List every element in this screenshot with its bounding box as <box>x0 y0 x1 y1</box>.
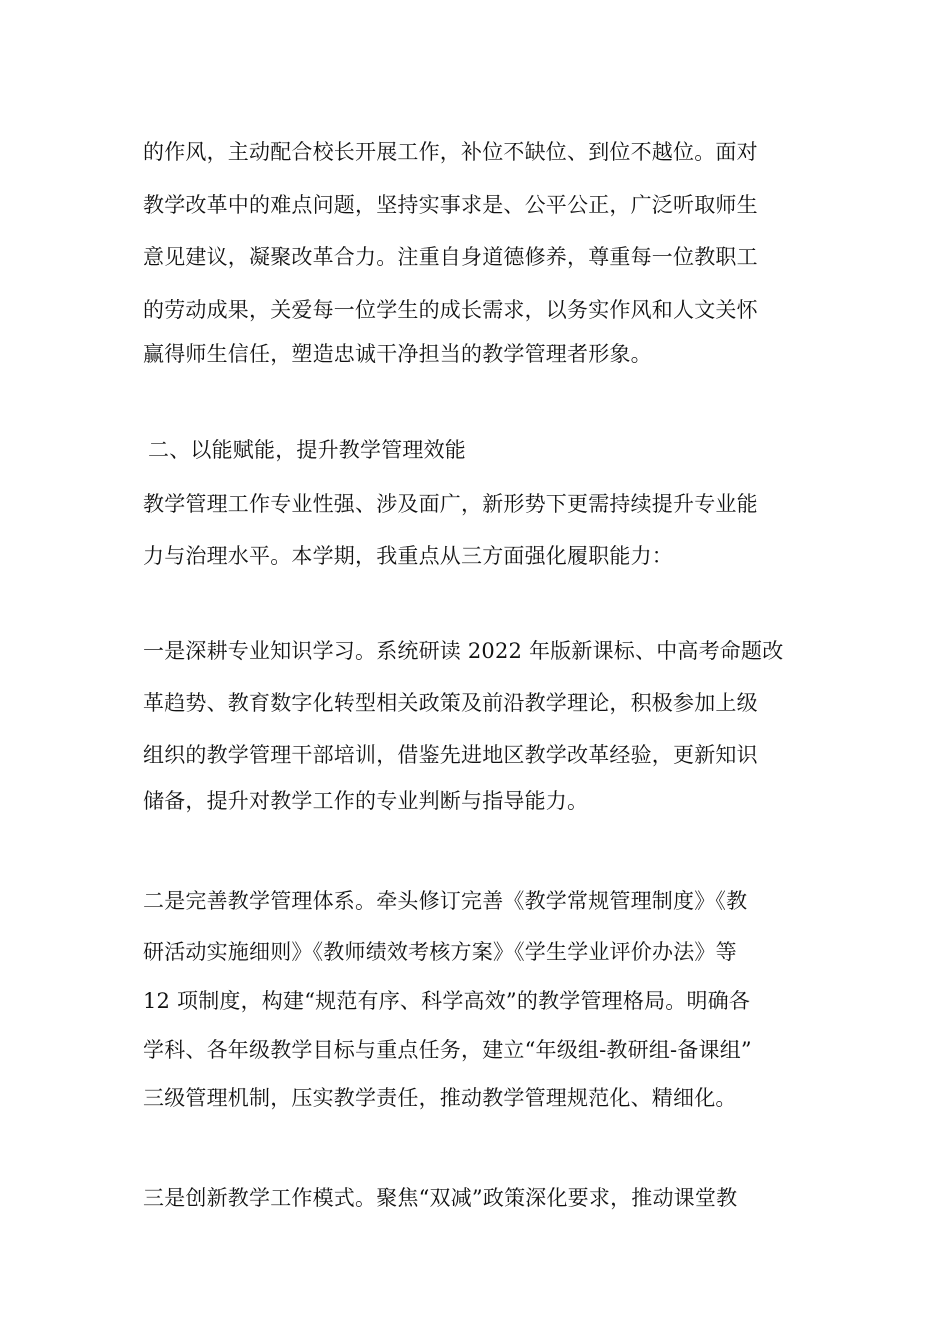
paragraph-3-line-1: 一是深耕专业知识学习。系统研读 2022 年版新课标、中高考命题改 <box>143 639 784 663</box>
paragraph-1-line-4: 的劳动成果，关爱每一位学生的成长需求，以务实作风和人文关怀 <box>143 298 758 322</box>
paragraph-5-line-1: 三是创新教学工作模式。聚焦“双减”政策深化要求，推动课堂教 <box>143 1186 738 1210</box>
paragraph-4-line-4: 学科、各年级教学目标与重点任务，建立“年级组-教研组-备课组” <box>143 1038 752 1062</box>
paragraph-3-line-2: 革趋势、教育数字化转型相关政策及前沿教学理论，积极参加上级 <box>143 691 758 715</box>
paragraph-2-line-2: 力与治理水平。本学期，我重点从三方面强化履职能力： <box>143 544 673 568</box>
paragraph-1-line-2: 教学改革中的难点问题，坚持实事求是、公平公正，广泛听取师生 <box>143 193 758 217</box>
paragraph-4-line-3: 12 项制度，构建“规范有序、科学高效”的教学管理格局。明确各 <box>143 989 751 1013</box>
paragraph-1-line-5: 赢得师生信任，塑造忠诚干净担当的教学管理者形象。 <box>143 342 652 366</box>
paragraph-1-line-1: 的作风，主动配合校长开展工作，补位不缺位、到位不越位。面对 <box>143 140 758 164</box>
paragraph-1-line-3: 意见建议，凝聚改革合力。注重自身道德修养，尊重每一位教职工 <box>143 245 758 269</box>
paragraph-4-line-1: 二是完善教学管理体系。牵头修订完善《教学常规管理制度》《教 <box>143 889 748 913</box>
paragraph-3-line-3: 组织的教学管理干部培训，借鉴先进地区教学改革经验，更新知识 <box>143 743 758 767</box>
paragraph-4-line-2: 研活动实施细则》《教师绩效考核方案》《学生学业评价办法》等 <box>143 940 737 964</box>
section-heading: 二、以能赋能，提升教学管理效能 <box>148 438 466 462</box>
paragraph-3-line-4: 储备，提升对教学工作的专业判断与指导能力。 <box>143 789 589 813</box>
paragraph-4-line-5: 三级管理机制，压实教学责任，推动教学管理规范化、精细化。 <box>143 1086 737 1110</box>
paragraph-2-line-1: 教学管理工作专业性强、涉及面广，新形势下更需持续提升专业能 <box>143 492 758 516</box>
